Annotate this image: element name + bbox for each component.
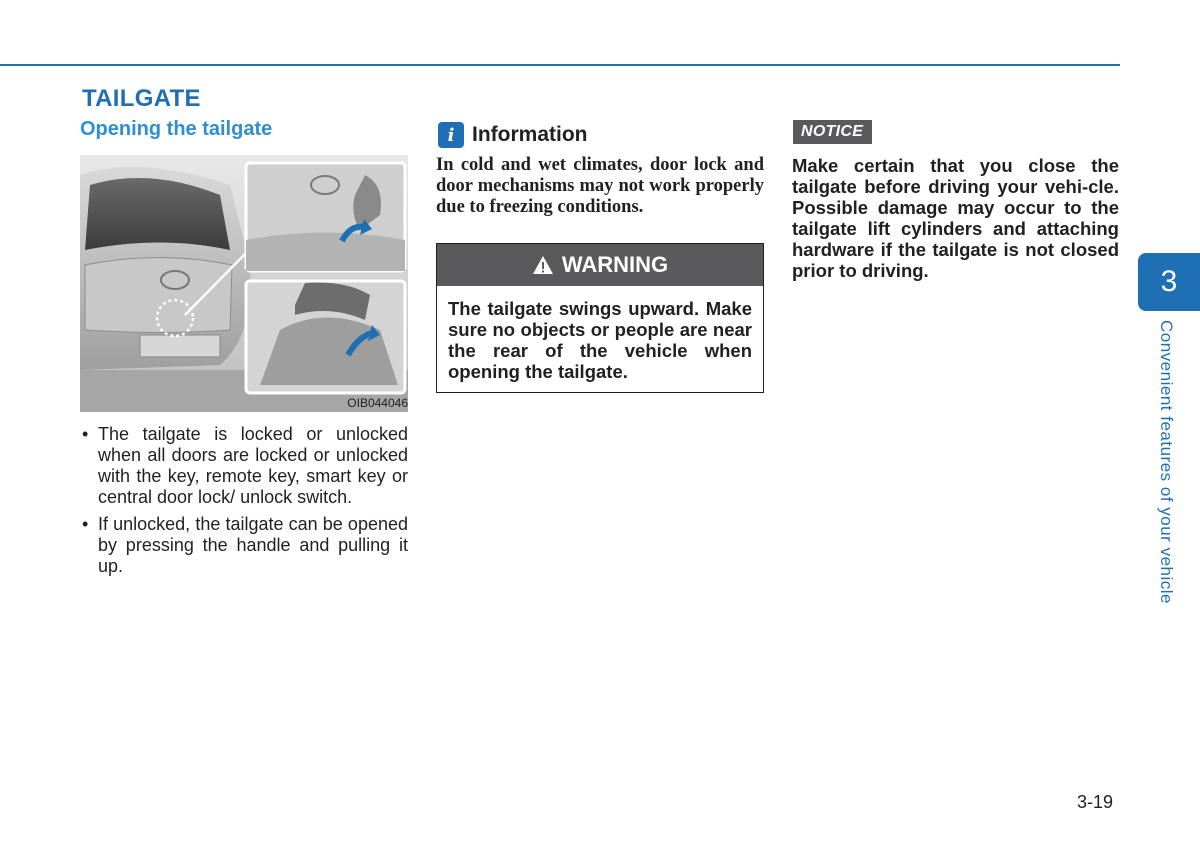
warning-header	[437, 244, 763, 286]
list-item	[80, 424, 408, 508]
tailgate-illustration	[80, 155, 408, 412]
notice-text: Make certain that you close the tailgate before driving your vehi-cle. Possible damage may occur to the tailgate lift cylinders and attaching hardware if the tailgate is not closed prior to driving.	[792, 155, 1119, 281]
subsection-title: Opening the tailgate	[80, 118, 273, 140]
bullet-dot: •	[82, 424, 89, 444]
info-icon: i	[438, 122, 464, 148]
notice-badge: NOTICE	[793, 120, 872, 144]
chapter-label: Convenient features of your vehicle	[1157, 320, 1176, 604]
tailgate-illustration-svg	[80, 155, 408, 412]
warning-title: WARNING	[561, 252, 669, 277]
information-title: Information	[472, 123, 588, 146]
chapter-tab: 3	[1138, 253, 1200, 311]
section-title: TAILGATE	[82, 85, 201, 112]
bullet-list	[80, 424, 408, 583]
figure-code: OIB044046	[347, 396, 408, 410]
information-heading	[438, 122, 588, 148]
page-number: 3-19	[1077, 792, 1114, 812]
bullet-text: The tailgate is locked or unlocked when all doors are locked or unlocked with the key, remote key, smart key or central door lock/ unlock switch.	[98, 424, 408, 507]
bullet-text: If unlocked, the tailgate can be opened by pressing the handle and pulling it up.	[98, 514, 408, 576]
bullet-dot: •	[82, 514, 89, 534]
warning-text: The tailgate swings upward. Make sure no objects or people are near the rear of the vehicle when opening the tailgate.	[448, 298, 752, 382]
information-text: In cold and wet climates, door lock and door mechanisms may not work properly due to freezing conditions.	[436, 155, 764, 217]
header-rule	[0, 64, 1120, 66]
list-item	[80, 514, 408, 577]
warning-triangle-icon	[532, 255, 554, 275]
warning-box	[436, 243, 764, 393]
